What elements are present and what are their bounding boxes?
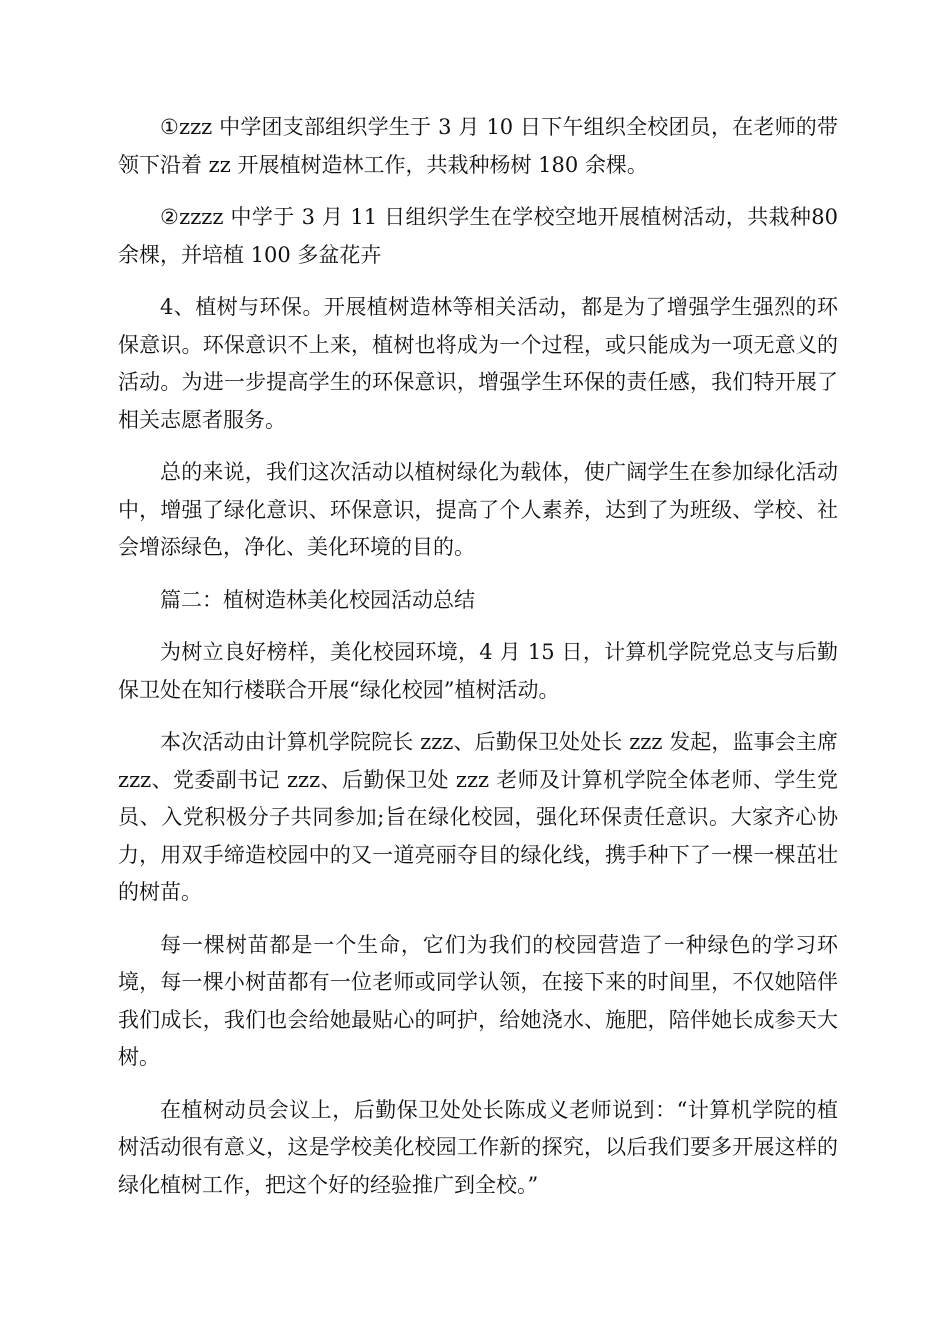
section-heading-part-two: 篇二：植树造林美化校园活动总结 (160, 587, 475, 612)
document-body (118, 109, 838, 1219)
paragraph-tree-life: 每一棵树苗都是一个生命，它们为我们的校园营造了一种绿色的学习环境，每一棵小树苗都有一位老师或同学认领，在接下来的时间里，不仅她陪伴我们成长，我们也会给她最贴心的呵护，给她浇水、施肥，陪伴她长成参天大树。 (118, 932, 838, 1069)
paragraph-summary: 总的来说，我们这次活动以植树绿化为载体，使广阔学生在参加绿化活动中，增强了绿化意识、环保意识，提高了个人素养，达到了为班级、学校、社会增添绿色，净化、美化环境的目的。 (118, 460, 838, 559)
paragraph-intro: 为树立良好榜样，美化校园环境，4 月 15 日，计算机学院党总支与后勤保卫处在知行楼联合开展“绿化校园”植树活动。 (118, 640, 838, 702)
paragraph-participants: 本次活动由计算机学院院长 zzz、后勤保卫处处长 zzz 发起，监事会主席 zzz、党委副书记 zzz、后勤保卫处 zzz 老师及计算机学院全体老师、学生党员、入党积极分子共同参加;旨在绿化校园，强化环保责任意识。大家齐心协力，用双手缔造校园中的又一道亮丽夺目的绿化线，携手种下了一棵一棵茁壮的树苗。 (118, 730, 838, 904)
paragraph-quote: 在植树动员会议上，后勤保卫处处长陈成义老师说到：“计算机学院的植树活动很有意义，这是学校美化校园工作新的探究，以后我们要多开展这样的绿化植树工作，把这个好的经验推广到全校。” (118, 1097, 838, 1197)
paragraph-activity-1: ①zzz 中学团支部组织学生于 3 月 10 日下午组织全校团员，在老师的带领下沿着 zz 开展植树造林工作，共栽种杨树 180 余棵。 (118, 115, 838, 177)
paragraph-environment: 4、植树与环保。开展植树造林等相关活动，都是为了增强学生强烈的环保意识。环保意识不上来，植树也将成为一个过程，或只能成为一项无意义的活动。为进一步提高学生的环保意识，增强学生环保的责任感，我们特开展了相关志愿者服务。 (118, 295, 838, 432)
paragraph-activity-2: ②zzzz 中学于 3 月 11 日组织学生在学校空地开展植树活动，共栽种80 余棵，并培植 100 多盆花卉 (118, 205, 838, 267)
